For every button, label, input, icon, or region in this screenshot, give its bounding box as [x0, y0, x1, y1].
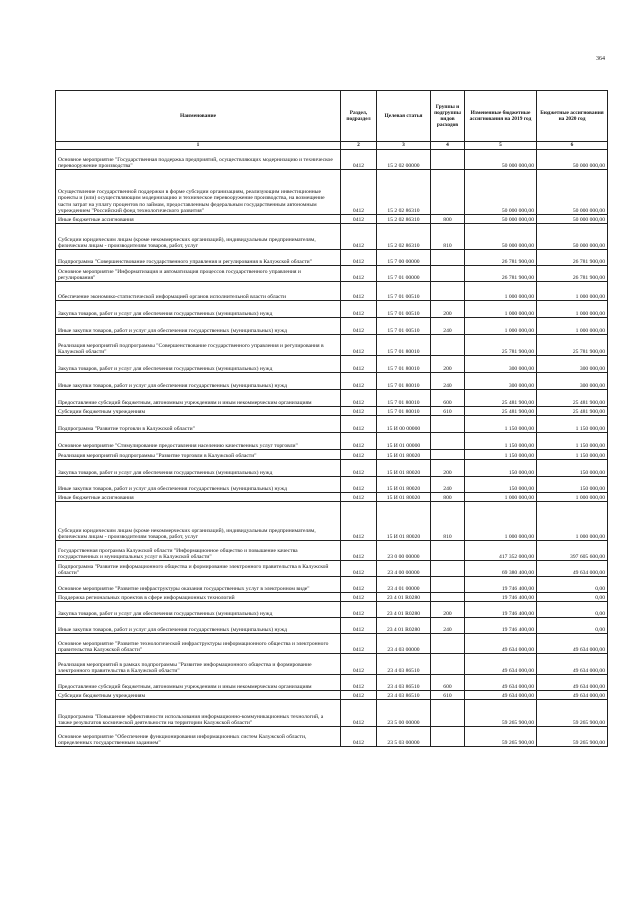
cell-amount-2019: 150 000,00: [465, 460, 537, 477]
table-row: [56, 282, 608, 301]
cell-group: 200: [431, 301, 465, 318]
cell-amount-2020: 49 634 000,00: [537, 654, 608, 675]
cell-article: 15 И 01 80020: [377, 460, 431, 477]
cell-name: Субсидии юридическим лицам (кроме некоммерческих организаций), индивидуальным предпринимателям, физическим лицам - производителям товаров, работ, услуг: [56, 224, 341, 250]
cell-name: Основное мероприятие "Развитие технологической инфраструктуры информационного общества и электронного правительства Калужской области": [56, 634, 341, 654]
table-row: [56, 602, 608, 618]
cell-section: 0412: [341, 282, 377, 301]
cell-amount-2019: 417 352 000,00: [465, 541, 537, 561]
cell-name: Государственная программа Калужской области "Информационное общество и повышение качества государственных и муниципальных услуг в Калужской области": [56, 541, 341, 561]
col-number: 4: [431, 142, 465, 150]
cell-group: 200: [431, 460, 465, 477]
cell-article: 23 0 00 00000: [377, 541, 431, 561]
cell-name: Реализация мероприятий подпрограммы "Совершенствование государственного управления и регулирования в Калужской области": [56, 335, 341, 356]
table-row: [56, 634, 608, 654]
cell-section: 0412: [341, 407, 377, 416]
table-row: [56, 618, 608, 634]
table-row: [56, 170, 608, 215]
cell-amount-2019: 19 746 400,00: [465, 577, 537, 593]
cell-section: 0412: [341, 433, 377, 450]
cell-amount-2019: 25 781 900,00: [465, 335, 537, 356]
cell-section: 0412: [341, 373, 377, 390]
cell-section: 0412: [341, 561, 377, 577]
cell-group: [431, 433, 465, 450]
cell-name: Субсидии бюджетным учреждениям: [56, 691, 341, 700]
cell-amount-2019: 150 000,00: [465, 477, 537, 493]
header-name: Наименование: [56, 91, 341, 142]
table-row: [56, 407, 608, 416]
table-row: [56, 250, 608, 266]
cell-article: 23 4 03 86510: [377, 691, 431, 700]
cell-section: 0412: [341, 618, 377, 634]
cell-section: 0412: [341, 502, 377, 541]
cell-group: 810: [431, 502, 465, 541]
cell-article: 23 4 03 86510: [377, 654, 431, 675]
cell-group: [431, 335, 465, 356]
cell-article: 23 4 01 00000: [377, 577, 431, 593]
cell-section: 0412: [341, 654, 377, 675]
cell-amount-2019: 49 634 000,00: [465, 634, 537, 654]
table-row: [56, 675, 608, 691]
cell-amount-2019: 300 000,00: [465, 356, 537, 373]
cell-group: [431, 541, 465, 561]
cell-group: [431, 450, 465, 460]
cell-article: 15 7 01 00510: [377, 318, 431, 335]
table-row: [56, 593, 608, 602]
cell-amount-2019: 1 000 000,00: [465, 301, 537, 318]
cell-article: 23 5 00 00000: [377, 700, 431, 727]
cell-article: 23 4 00 00000: [377, 561, 431, 577]
cell-section: 0412: [341, 493, 377, 502]
cell-name: Иные бюджетные ассигнования: [56, 215, 341, 224]
cell-article: 15 7 01 00510: [377, 301, 431, 318]
cell-article: 23 4 01 R0280: [377, 602, 431, 618]
cell-article: 15 7 01 80010: [377, 335, 431, 356]
cell-amount-2020: 300 000,00: [537, 356, 608, 373]
cell-name: Иные закупки товаров, работ и услуг для обеспечения государственных (муниципальных) нужд: [56, 318, 341, 335]
cell-amount-2020: 59 265 900,00: [537, 727, 608, 747]
cell-group: 600: [431, 675, 465, 691]
cell-group: 600: [431, 390, 465, 407]
cell-group: [431, 654, 465, 675]
cell-name: Предоставление субсидий бюджетным, автономным учреждениям и иным некоммерческим организациям: [56, 675, 341, 691]
cell-amount-2020: 50 000 000,00: [537, 170, 608, 215]
table-row: [56, 318, 608, 335]
cell-amount-2020: 59 265 900,00: [537, 700, 608, 727]
table-row: [56, 493, 608, 502]
cell-article: 15 И 01 00000: [377, 433, 431, 450]
cell-amount-2020: 25 781 900,00: [537, 335, 608, 356]
cell-article: 15 И 01 80020: [377, 477, 431, 493]
cell-name: Основное мероприятие "Стимулирование предоставления населению качественных услуг торговли": [56, 433, 341, 450]
cell-amount-2019: 49 634 000,00: [465, 691, 537, 700]
cell-article: 15 И 01 80020: [377, 493, 431, 502]
col-number: 1: [56, 142, 341, 150]
cell-name: Основное мероприятие "Обеспечение функционирования информационных систем Калужской области, определенных государственным заданием": [56, 727, 341, 747]
cell-amount-2020: 0,00: [537, 602, 608, 618]
cell-amount-2019: 25 481 900,00: [465, 407, 537, 416]
cell-amount-2019: 1 000 000,00: [465, 318, 537, 335]
cell-group: 240: [431, 318, 465, 335]
cell-amount-2020: 1 000 000,00: [537, 502, 608, 541]
cell-section: 0412: [341, 727, 377, 747]
table-row: [56, 150, 608, 170]
table-row: [56, 577, 608, 593]
cell-amount-2020: 1 000 000,00: [537, 301, 608, 318]
cell-section: 0412: [341, 390, 377, 407]
cell-article: 15 7 01 80010: [377, 356, 431, 373]
table-row: [56, 561, 608, 577]
cell-amount-2020: 49 634 000,00: [537, 634, 608, 654]
cell-article: 15 7 01 00000: [377, 266, 431, 282]
cell-amount-2020: 26 781 900,00: [537, 250, 608, 266]
cell-name: Закупка товаров, работ и услуг для обеспечения государственных (муниципальных) нужд: [56, 356, 341, 373]
cell-amount-2020: 49 634 000,00: [537, 561, 608, 577]
cell-section: 0412: [341, 477, 377, 493]
cell-name: Основное мероприятие "Информатизация и автоматизация процессов государственного управления и регулирования": [56, 266, 341, 282]
cell-group: 240: [431, 477, 465, 493]
cell-amount-2020: 1 000 000,00: [537, 493, 608, 502]
cell-amount-2020: 1 150 000,00: [537, 450, 608, 460]
cell-section: 0412: [341, 266, 377, 282]
cell-amount-2019: 26 781 900,00: [465, 266, 537, 282]
cell-amount-2019: 1 000 000,00: [465, 282, 537, 301]
table-row: [56, 301, 608, 318]
cell-amount-2020: 1 150 000,00: [537, 416, 608, 433]
cell-amount-2019: 19 746 400,00: [465, 602, 537, 618]
cell-section: 0412: [341, 602, 377, 618]
cell-amount-2020: 50 000 000,00: [537, 150, 608, 170]
cell-group: 240: [431, 373, 465, 390]
cell-article: 15 2 02 86310: [377, 215, 431, 224]
cell-amount-2019: 19 746 400,00: [465, 618, 537, 634]
cell-name: Субсидии юридическим лицам (кроме некоммерческих организаций), индивидуальным предпринимателям, физическим лицам - производителям товаров, работ, услуг: [56, 502, 341, 541]
cell-section: 0412: [341, 224, 377, 250]
cell-amount-2020: 26 781 900,00: [537, 266, 608, 282]
cell-section: 0412: [341, 301, 377, 318]
cell-group: [431, 700, 465, 727]
cell-group: 800: [431, 215, 465, 224]
cell-amount-2020: 0,00: [537, 593, 608, 602]
cell-section: 0412: [341, 318, 377, 335]
table-row: [56, 691, 608, 700]
cell-amount-2019: 49 634 000,00: [465, 675, 537, 691]
cell-section: 0412: [341, 450, 377, 460]
budget-table: [55, 90, 608, 747]
cell-group: [431, 727, 465, 747]
table-row: [56, 450, 608, 460]
cell-amount-2020: 50 000 000,00: [537, 224, 608, 250]
col-number: 6: [537, 142, 608, 150]
cell-name: Подпрограмма "Развитие торговли в Калужской области": [56, 416, 341, 433]
table-row: [56, 335, 608, 356]
cell-name: Иные закупки товаров, работ и услуг для обеспечения государственных (муниципальных) нужд: [56, 373, 341, 390]
cell-name: Субсидии бюджетным учреждениям: [56, 407, 341, 416]
cell-name: Предоставление субсидий бюджетным, автономным учреждениям и иным некоммерческим организациям: [56, 390, 341, 407]
header-group: Группы и подгруппы видов расходов: [431, 91, 465, 142]
cell-name: Основное мероприятие "Государственная поддержка предприятий, осуществляющих модернизацию и техническое перевооружение производства": [56, 150, 341, 170]
cell-name: Основное мероприятие "Развитие инфраструктуры оказания государственных услуг в электронном виде": [56, 577, 341, 593]
cell-group: 240: [431, 618, 465, 634]
cell-section: 0412: [341, 356, 377, 373]
table-body: [56, 150, 608, 747]
table-row: [56, 654, 608, 675]
cell-name: Реализация мероприятий подпрограммы "Развитие торговли в Калужской области": [56, 450, 341, 460]
cell-group: [431, 282, 465, 301]
cell-article: 23 4 01 R0280: [377, 618, 431, 634]
cell-group: [431, 150, 465, 170]
table-row: [56, 502, 608, 541]
cell-article: 15 7 01 80010: [377, 373, 431, 390]
table-row: [56, 416, 608, 433]
table-row: [56, 727, 608, 747]
table-row: [56, 373, 608, 390]
cell-article: 15 7 01 00510: [377, 282, 431, 301]
cell-group: [431, 170, 465, 215]
header-article: Целевая статья: [377, 91, 431, 142]
header-section: Раздел, подраздел: [341, 91, 377, 142]
cell-section: 0412: [341, 577, 377, 593]
cell-section: 0412: [341, 170, 377, 215]
cell-amount-2019: 50 000 000,00: [465, 215, 537, 224]
cell-group: 610: [431, 691, 465, 700]
cell-name: Иные бюджетные ассигнования: [56, 493, 341, 502]
cell-amount-2020: 1 000 000,00: [537, 318, 608, 335]
table-row: [56, 541, 608, 561]
table-row: [56, 390, 608, 407]
cell-article: 15 И 01 80020: [377, 502, 431, 541]
col-number: 3: [377, 142, 431, 150]
col-number: 5: [465, 142, 537, 150]
table-row: [56, 700, 608, 727]
cell-amount-2020: 49 634 000,00: [537, 675, 608, 691]
cell-section: 0412: [341, 593, 377, 602]
header-amount-2019: Измененные бюджетные ассигнования на 2019 год: [465, 91, 537, 142]
cell-section: 0412: [341, 150, 377, 170]
cell-name: Иные закупки товаров, работ и услуг для обеспечения государственных (муниципальных) нужд: [56, 477, 341, 493]
cell-section: 0412: [341, 675, 377, 691]
table-row: [56, 356, 608, 373]
cell-article: 15 2 02 00000: [377, 150, 431, 170]
cell-group: [431, 266, 465, 282]
cell-name: Поддержка региональных проектов в сфере информационных технологий: [56, 593, 341, 602]
cell-amount-2019: 69 380 400,00: [465, 561, 537, 577]
cell-amount-2020: 1 150 000,00: [537, 433, 608, 450]
cell-amount-2020: 150 000,00: [537, 477, 608, 493]
cell-name: Реализация мероприятий в рамках подпрограммы "Развитие информационного общества и формирование электронного правительства в Калужской области": [56, 654, 341, 675]
cell-article: 23 5 03 00000: [377, 727, 431, 747]
cell-group: 800: [431, 493, 465, 502]
cell-amount-2019: 1 000 000,00: [465, 502, 537, 541]
cell-article: 23 4 01 R0280: [377, 593, 431, 602]
cell-amount-2019: 50 000 000,00: [465, 224, 537, 250]
cell-name: Подпрограмма "Повышение эффективности использования информационно-коммуникационных технологий, а также результатов космической деятельности на территории Калужской области": [56, 700, 341, 727]
cell-amount-2020: 50 000 000,00: [537, 215, 608, 224]
cell-article: 15 7 01 80010: [377, 407, 431, 416]
cell-group: 610: [431, 407, 465, 416]
col-number: 2: [341, 142, 377, 150]
cell-section: 0412: [341, 416, 377, 433]
cell-section: 0412: [341, 691, 377, 700]
cell-amount-2020: 1 000 000,00: [537, 282, 608, 301]
table-row: [56, 433, 608, 450]
cell-amount-2020: 0,00: [537, 577, 608, 593]
cell-group: [431, 416, 465, 433]
cell-group: [431, 634, 465, 654]
cell-group: [431, 561, 465, 577]
cell-article: 15 7 01 80010: [377, 390, 431, 407]
cell-amount-2020: 150 000,00: [537, 460, 608, 477]
cell-name: Закупка товаров, работ и услуг для обеспечения государственных (муниципальных) нужд: [56, 301, 341, 318]
table-row: [56, 477, 608, 493]
cell-name: Иные закупки товаров, работ и услуг для обеспечения государственных (муниципальных) нужд: [56, 618, 341, 634]
cell-amount-2020: 0,00: [537, 618, 608, 634]
table-row: [56, 460, 608, 477]
table-row: [56, 266, 608, 282]
cell-amount-2019: 25 481 900,00: [465, 390, 537, 407]
cell-section: 0412: [341, 541, 377, 561]
cell-article: 23 4 03 86510: [377, 675, 431, 691]
cell-section: 0412: [341, 215, 377, 224]
cell-group: 200: [431, 356, 465, 373]
cell-article: 23 4 03 00000: [377, 634, 431, 654]
table-row: [56, 215, 608, 224]
cell-section: 0412: [341, 700, 377, 727]
cell-amount-2020: 300 000,00: [537, 373, 608, 390]
cell-amount-2019: 59 265 900,00: [465, 700, 537, 727]
cell-article: 15 И 01 80020: [377, 450, 431, 460]
page-number: 364: [596, 56, 605, 62]
cell-name: Подпрограмма "Совершенствование государственного управления и регулирования в Калужской области": [56, 250, 341, 266]
cell-amount-2019: 19 746 400,00: [465, 593, 537, 602]
cell-group: 200: [431, 602, 465, 618]
header-amount-2020: Бюджетные ассигнования на 2020 год: [537, 91, 608, 142]
cell-section: 0412: [341, 335, 377, 356]
cell-amount-2019: 300 000,00: [465, 373, 537, 390]
cell-amount-2019: 1 150 000,00: [465, 450, 537, 460]
cell-amount-2020: 397 605 600,00: [537, 541, 608, 561]
cell-article: 15 2 02 86310: [377, 170, 431, 215]
cell-amount-2019: 50 000 000,00: [465, 150, 537, 170]
cell-group: [431, 577, 465, 593]
cell-amount-2019: 50 000 000,00: [465, 170, 537, 215]
cell-article: 15 2 02 86310: [377, 224, 431, 250]
cell-amount-2019: 1 000 000,00: [465, 493, 537, 502]
cell-amount-2019: 1 150 000,00: [465, 416, 537, 433]
cell-amount-2019: 59 265 900,00: [465, 727, 537, 747]
cell-name: Закупка товаров, работ и услуг для обеспечения государственных (муниципальных) нужд: [56, 460, 341, 477]
cell-name: Закупка товаров, работ и услуг для обеспечения государственных (муниципальных) нужд: [56, 602, 341, 618]
cell-group: 810: [431, 224, 465, 250]
cell-amount-2020: 49 634 000,00: [537, 691, 608, 700]
cell-article: 15 И 00 00000: [377, 416, 431, 433]
cell-amount-2019: 49 634 000,00: [465, 654, 537, 675]
cell-amount-2020: 25 481 900,00: [537, 390, 608, 407]
cell-amount-2019: 26 781 900,00: [465, 250, 537, 266]
cell-section: 0412: [341, 460, 377, 477]
table-row: [56, 224, 608, 250]
cell-section: 0412: [341, 634, 377, 654]
cell-section: 0412: [341, 250, 377, 266]
cell-amount-2019: 1 150 000,00: [465, 433, 537, 450]
cell-name: Осуществление государственной поддержки в форме субсидии организациям, реализующим инвестиционные проекты и (или) осуществляющим модернизацию и техническое перевооружение производства, на возмещение части затрат на уплату процентов по займам, предоставленным федеральным государственным автономным учреждением "Российский фонд технологического развития": [56, 170, 341, 215]
cell-amount-2020: 25 481 900,00: [537, 407, 608, 416]
cell-article: 15 7 00 00000: [377, 250, 431, 266]
cell-name: Обеспечение экономико-статистической информацией органов исполнительной власти области: [56, 282, 341, 301]
cell-group: [431, 250, 465, 266]
cell-name: Подпрограмма "Развитие информационного общества и формирование электронного правительства в Калужской области": [56, 561, 341, 577]
cell-group: [431, 593, 465, 602]
